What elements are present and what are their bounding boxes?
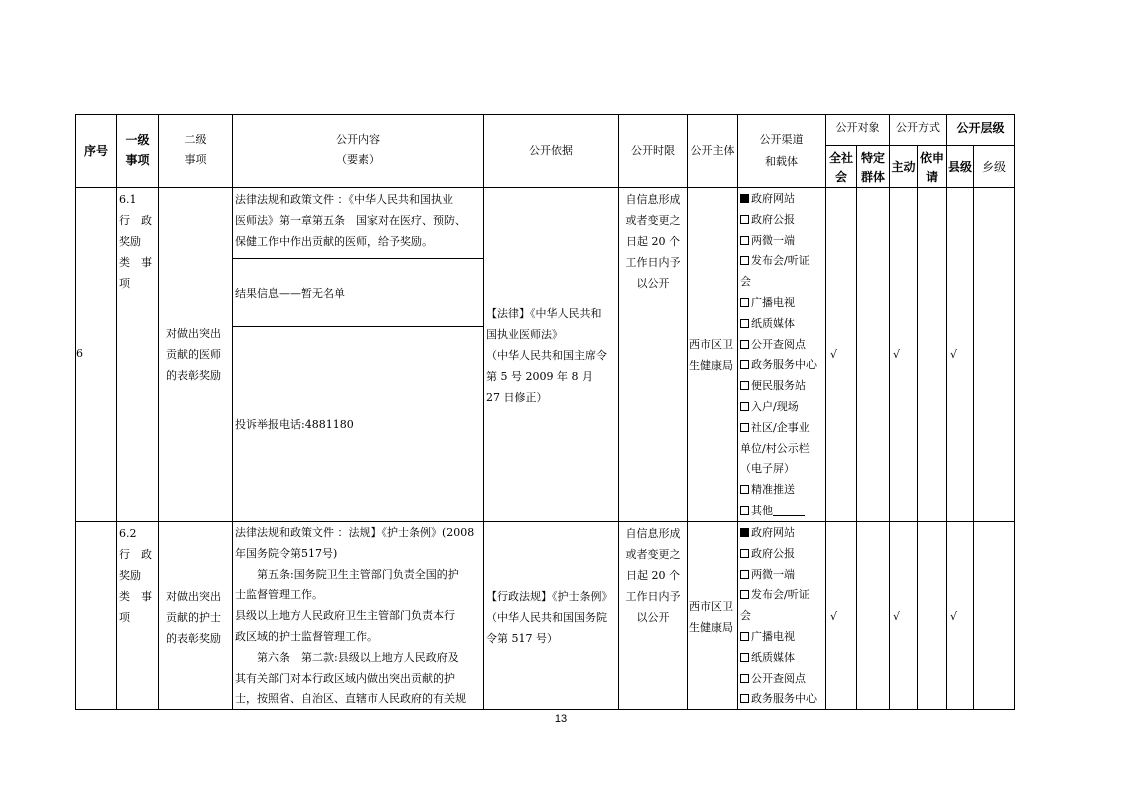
channel-option <box>740 231 795 252</box>
row2-time-line: 或者变更之 <box>625 548 681 561</box>
row2-mark-county: √ <box>950 610 958 623</box>
col-border <box>973 145 974 710</box>
header-target: 公开对象 <box>835 121 880 134</box>
col-border <box>946 114 947 710</box>
row1-level1-line: 奖励 <box>119 235 141 248</box>
checkbox-empty-icon <box>740 298 749 307</box>
col-border <box>737 114 738 710</box>
row1-mark-all-society: √ <box>830 348 838 361</box>
rule-top <box>75 114 1015 115</box>
channel-option <box>740 669 806 690</box>
row2-level1-line: 类 事 <box>119 590 152 603</box>
header-level: 公开层级 <box>956 121 1005 135</box>
row1-seq: 6 <box>76 347 83 360</box>
row2-basis-line: 【行政法规】《护士条例》 <box>486 590 613 603</box>
row1-level1-line: 行 政 <box>119 214 152 227</box>
row2-mark-all-society: √ <box>830 610 838 623</box>
col-border <box>889 114 890 710</box>
row1-level2-line: 贡献的医师 <box>166 348 221 361</box>
checkbox-checked-icon <box>740 194 749 203</box>
row2-basis-line: 令第 517 号） <box>486 632 558 645</box>
channel-option <box>740 480 795 501</box>
channel-option <box>740 418 810 439</box>
channel-label: 政务服务中心 <box>751 358 817 372</box>
header-seq: 序号 <box>83 144 108 158</box>
header-active: 主动 <box>891 160 916 174</box>
row2-time-line: 自信息形成 <box>625 527 681 540</box>
channel-option <box>740 544 795 565</box>
row2-content-line: 年国务院令第517号) <box>235 546 338 560</box>
channel-option <box>740 335 806 356</box>
checkbox-empty-icon <box>740 215 749 224</box>
rule-bottom <box>75 709 1015 710</box>
col-border <box>483 114 484 710</box>
channel-label: 两微一端 <box>751 233 795 247</box>
channel-label: 发布会/听证 <box>751 588 810 602</box>
col-border <box>158 114 159 710</box>
header-level1-line2: 事项 <box>125 153 150 167</box>
channel-option <box>740 293 795 314</box>
channel-option <box>740 501 805 522</box>
channel-label: 广播电视 <box>751 630 795 643</box>
checkbox-empty-icon <box>740 381 749 390</box>
header-basis: 公开依据 <box>529 144 573 157</box>
row1-subject-line: 生健康局 <box>689 359 733 372</box>
row2-subject-line: 生健康局 <box>689 621 733 634</box>
checkbox-empty-icon <box>740 256 749 265</box>
header-on-request-1: 依申 <box>919 151 944 165</box>
row1-basis-line: 27 日修正） <box>486 391 548 404</box>
checkbox-empty-icon <box>740 632 749 641</box>
row1-time-line: 日起 20 个 <box>626 235 680 248</box>
row2-time-line: 日起 20 个 <box>626 569 680 582</box>
channel-label: 其他 <box>751 504 773 517</box>
rule-content-b <box>232 326 483 327</box>
channel-label: 广播电视 <box>751 296 795 309</box>
row1-basis-line: （中华人民共和国主席令 <box>486 349 607 362</box>
row1-content-b: 结果信息——暂无名单 <box>235 287 345 300</box>
checkbox-empty-icon <box>740 236 749 245</box>
channel-option <box>740 585 810 606</box>
row1-content-line: 保健工作中作出贡献的医师，给予奖励。 <box>235 235 433 248</box>
row2-time-line: 以公开 <box>636 611 670 624</box>
channel-option <box>740 355 817 376</box>
col-border <box>1014 114 1015 710</box>
checkbox-empty-icon <box>740 653 749 662</box>
header-specific-2: 群体 <box>860 170 885 184</box>
channel-option <box>740 648 795 669</box>
header-content-line2: （要素） <box>336 153 380 166</box>
channel-label: 政府公报 <box>751 546 795 560</box>
channel-label: 单位/村公示栏 <box>740 441 810 455</box>
col-border <box>917 145 918 710</box>
header-county: 县级 <box>947 160 972 174</box>
checkbox-empty-icon <box>740 340 749 349</box>
header-level2-line1: 二级 <box>184 133 207 146</box>
checkbox-empty-icon <box>740 423 749 432</box>
row2-time-line: 工作日内予 <box>625 590 681 603</box>
channel-option <box>740 376 806 397</box>
row2-content-line: 政区域的护士监督管理工作。 <box>235 630 378 643</box>
col-border <box>116 114 117 710</box>
header-content-line1: 公开内容 <box>336 133 380 146</box>
channel-label: 纸质媒体 <box>751 650 795 664</box>
row1-level2-line: 对做出突出 <box>166 327 221 340</box>
fill-in-blank <box>773 505 805 516</box>
checkbox-empty-icon <box>740 694 749 703</box>
checkbox-empty-icon <box>740 485 749 494</box>
header-time-limit: 公开时限 <box>631 144 675 157</box>
row2-level1-line: 6.2 <box>119 527 137 540</box>
row2-level2-line: 贡献的护士 <box>166 611 221 624</box>
header-on-request-2: 请 <box>925 170 938 184</box>
channel-option <box>740 439 810 460</box>
row1-time-line: 或者变更之 <box>625 214 681 227</box>
channel-option <box>740 314 795 335</box>
channel-label: 便民服务站 <box>751 379 806 393</box>
channel-label: 社区/企事业 <box>751 420 810 434</box>
col-border <box>75 114 76 710</box>
checkbox-checked-icon <box>740 528 749 537</box>
row1-level1-line: 类 事 <box>119 256 152 269</box>
rule-row-split <box>75 521 1015 522</box>
channel-option <box>740 606 751 627</box>
rule-subheader <box>825 145 1015 146</box>
row1-content-line: 医师法》第一章第五条 国家对在医疗、预防、 <box>235 214 466 227</box>
channel-label: 政府网站 <box>751 526 795 539</box>
page-number: 13 <box>554 713 568 725</box>
channel-option <box>740 523 795 544</box>
row1-time-line: 自信息形成 <box>625 193 681 206</box>
row1-basis-line: 国执业医师法》 <box>486 328 563 341</box>
col-border <box>856 145 857 710</box>
channel-option <box>740 251 810 272</box>
row2-content-line: 士监督管理工作。 <box>235 588 323 602</box>
checkbox-empty-icon <box>740 402 749 411</box>
row2-content-line: 第五条:国务院卫生主管部门负责全国的护 <box>235 567 459 581</box>
checkbox-empty-icon <box>740 590 749 599</box>
checkbox-empty-icon <box>740 674 749 683</box>
row2-content-line: 士，按照省、自治区、直辖市人民政府的有关规 <box>235 692 466 706</box>
header-township: 乡级 <box>981 160 1006 174</box>
header-level1-line1: 一级 <box>125 133 150 147</box>
channel-option <box>740 565 795 586</box>
header-channel-line1: 公开渠道 <box>759 133 804 146</box>
header-subject: 公开主体 <box>690 144 735 157</box>
col-border <box>825 114 826 710</box>
row2-content-line: 其有关部门对本行政区域内做出突出贡献的护 <box>235 671 455 685</box>
row1-subject-line: 西市区卫 <box>689 338 733 351</box>
row2-mark-active: √ <box>893 610 901 623</box>
channel-option <box>740 689 817 710</box>
row1-basis-line: 【法律】《中华人民共和 <box>486 307 602 320</box>
header-level2-line2: 事项 <box>184 153 207 166</box>
channel-label: 会 <box>740 609 751 623</box>
row1-content-c: 投诉举报电话:4881180 <box>235 418 354 431</box>
checkbox-empty-icon <box>740 360 749 369</box>
row1-mark-county: √ <box>950 348 958 361</box>
col-border <box>687 114 688 710</box>
channel-label: 公开查阅点 <box>751 671 806 685</box>
channel-label: 公开查阅点 <box>751 337 806 351</box>
row1-level2-line: 的表彰奖励 <box>166 369 221 382</box>
channel-option <box>740 459 795 480</box>
col-border <box>232 114 233 710</box>
row2-content-line: 第六条 第二款:县级以上地方人民政府及 <box>235 650 459 664</box>
row2-content-line: 法律法规和政策文件 ：法规】《护士条例》(2008 <box>235 526 475 539</box>
row1-content-line: 法律法规和政策文件 ：《中华人民共和国执业 <box>235 193 453 206</box>
channel-option <box>740 397 799 418</box>
row2-level1-line: 行 政 <box>119 548 152 561</box>
checkbox-empty-icon <box>740 549 749 558</box>
row2-level2-line: 的表彰奖励 <box>166 632 221 645</box>
rule-content-a <box>232 258 483 259</box>
row1-level1-line: 6.1 <box>119 193 137 206</box>
rule-header-bottom <box>75 187 1015 188</box>
checkbox-empty-icon <box>740 570 749 579</box>
row2-basis-line: （中华人民共和国国务院 <box>486 611 607 624</box>
row2-subject-line: 西市区卫 <box>689 600 733 613</box>
header-all-society-2: 会 <box>834 170 847 184</box>
row2-level2-line: 对做出突出 <box>166 590 221 603</box>
channel-option <box>740 627 795 648</box>
row2-level1-line: 奖励 <box>119 569 141 582</box>
header-channel-line2: 和载体 <box>765 155 798 168</box>
channel-label: 政府公报 <box>751 212 795 226</box>
header-method: 公开方式 <box>896 121 940 134</box>
channel-label: 政府网站 <box>751 192 795 205</box>
channel-label: 精准推送 <box>751 483 795 497</box>
channel-label: 政务服务中心 <box>751 692 817 706</box>
row1-mark-active: √ <box>893 348 901 361</box>
checkbox-empty-icon <box>740 319 749 328</box>
channel-label: 两微一端 <box>751 567 795 581</box>
header-specific-1: 特定 <box>860 151 885 165</box>
header-all-society-1: 全社 <box>828 151 853 165</box>
row1-time-line: 工作日内予 <box>625 256 681 269</box>
row1-basis-line: 第 5 号 2009 年 8 月 <box>486 370 593 383</box>
channel-option <box>740 272 751 293</box>
row1-time-line: 以公开 <box>636 277 670 290</box>
channel-label: 入户/现场 <box>751 400 799 413</box>
row1-level1-line: 项 <box>119 277 130 290</box>
channel-label: （电子屏） <box>740 462 795 476</box>
row2-content-line: 县级以上地方人民政府卫生主管部门负责本行 <box>235 609 455 623</box>
channel-option <box>740 210 795 231</box>
row2-level1-line: 项 <box>119 611 130 624</box>
channel-label: 纸质媒体 <box>751 316 795 330</box>
channel-option <box>740 189 795 210</box>
checkbox-empty-icon <box>740 506 749 515</box>
channel-label: 会 <box>740 275 751 289</box>
channel-label: 发布会/听证 <box>751 254 810 268</box>
